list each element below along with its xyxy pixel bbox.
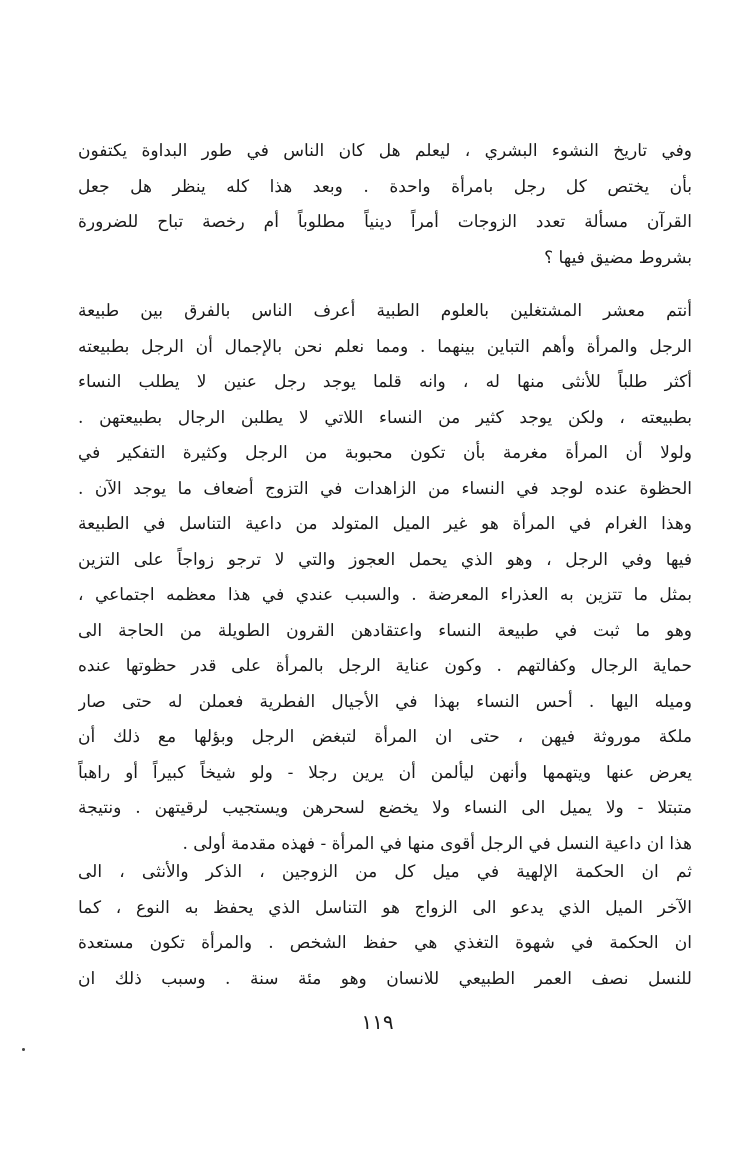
text-line: وهو ما ثبت في طبيعة النساء واعتقادهن القرون الطويلة من الحاجة الى [78, 620, 692, 641]
text-line: بمثل ما تتزين به العذراء المعرضة . والسبب عندي في هذا معظمه اجتماعي ، [78, 585, 692, 605]
paragraph-2 [78, 294, 692, 862]
text-line: حماية الرجال وكفالتهم . وكون عناية الرجل بالمرأة على قدر حظوتها عنده [78, 656, 692, 676]
text-line: هذا ان داعية النسل في الرجل أقوى منها في المرأة - فهذه مقدمة أولى . [182, 833, 692, 854]
paragraph-3 [78, 855, 692, 997]
text-line: بطبيعته ، ولكن يوجد كثير من النساء اللاتي لا يطلبن الرجال بطبيعتهن . [78, 407, 692, 428]
text-line: يعرض عنها ويتهمها وأنهن ليألمن أن يرين رجلا - ولو شيخاً كبيراً أو راهباً [78, 762, 692, 783]
text-line: متبتلا - ولا يميل الى النساء ولا يخضع لسحرهن ويستجيب لرقيتهن . ونتيجة [78, 798, 692, 818]
text-line: القرآن مسألة تعدد الزوجات أمراً دينياً مطلوباً أم رخصة تباح للضرورة [78, 212, 692, 232]
text-line: الرجل والمرأة وأهم التباين بينهما . ومما نعلم نحن بالإجمال أن الرجل بطبيعته [78, 336, 692, 357]
text-line: وميله اليها . أحس النساء بهذا في الأجيال الفطرية فعملن له حتى صار [78, 691, 692, 712]
text-line: بأن يختص كل رجل بامرأة واحدة . وبعد هذا كله ينظر هل جعل [78, 176, 692, 197]
text-line: بشروط مضيق فيها ؟ [544, 247, 692, 268]
text-line: ملكة موروثة فيهن ، حتى ان المرأة لتبغض الرجل وبؤلها مع ذلك أن [78, 727, 692, 747]
text-line: الحظوة عنده لوجد في النساء من الزاهدات في التزوج أضعاف ما يوجد الآن . [78, 478, 692, 499]
text-line: للنسل نصف العمر الطبيعي للانسان وهو مئة سنة . وسبب ذلك ان [78, 968, 692, 989]
text-line: الآخر الميل الذي يدعو الى الزواج هو التناسل الذي يحفظ به النوع ، كما [78, 897, 692, 918]
text-line: ان الحكمة في شهوة التغذي هي حفظ الشخص . والمرأة تكون مستعدة [78, 933, 692, 953]
text-line: فيها وفي الرجل ، وهو الذي يحمل العجوز والتي لا ترجو زواجاً على التزين [78, 549, 692, 570]
text-line: أكثر طلباً للأنثى منها له ، وانه قلما يوجد رجل عنين لا يطلب النساء [78, 372, 692, 392]
paragraph-1 [78, 134, 692, 276]
text-line: وهذا الغرام في المرأة هو غير الميل المتولد من داعية التناسل في الطبيعة [78, 514, 692, 534]
text-line: أنتم معشر المشتغلين بالعلوم الطبية أعرف الناس بالفرق بين طبيعة [78, 301, 692, 321]
page-number: ١١٩ [361, 1010, 394, 1034]
text-line: ولولا أن المرأة مغرمة بأن تكون محبوبة من الرجل وكثيرة التفكير في [78, 443, 692, 463]
text-line: وفي تاريخ النشوء البشري ، ليعلم هل كان الناس في طور البداوة يكتفون [78, 141, 692, 161]
scan-speck [22, 1048, 25, 1051]
text-line: ثم ان الحكمة الإلهية في ميل كل من الزوجين ، الذكر والأنثى ، الى [78, 862, 692, 882]
